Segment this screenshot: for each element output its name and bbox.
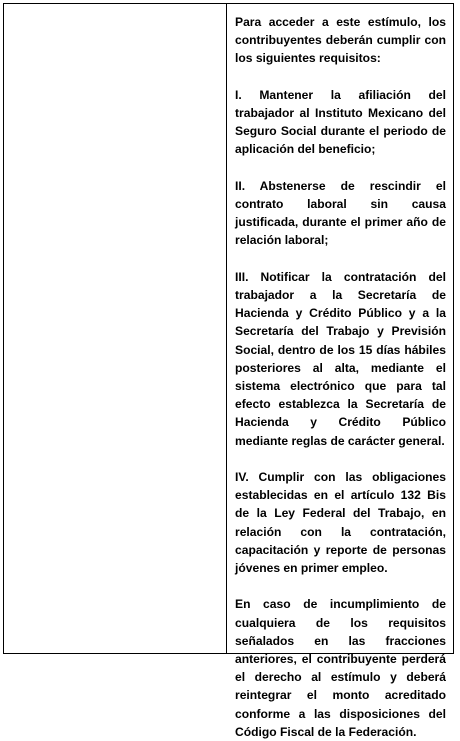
right-column-cell	[227, 4, 453, 739]
comparison-table	[3, 3, 454, 739]
paragraph-requirement-iii: III. Notificar la contratación del trabajador a la Secretaría de Hacienda y Crédito Público y a la Secretaría del Trabajo y Previsión Social, dentro de los 15 días hábiles posteriores al alta, mediante el sistema electrónico que para tal efecto establezca la Secretaría de Hacienda y Crédito Público mediante reglas de carácter general.	[235, 269, 446, 448]
left-column-cell	[4, 4, 227, 653]
paragraph-intro: Para acceder a este estímulo, los contribuyentes deberán cumplir con los siguientes requisitos:	[235, 15, 446, 66]
paragraph-noncompliance: En caso de incumplimiento de cualquiera de los requisitos señalados en las fracciones anteriores, el contribuyente perderá el derecho al estímulo y deberá reintegrar el monto acreditado conforme a las disposiciones del Código Fiscal de la Federación.	[235, 597, 446, 739]
paragraph-requirement-ii: II. Abstenerse de rescindir el contrato laboral sin causa justificada, durante el primer año de relación laboral;	[235, 178, 446, 248]
paragraph-requirement-i: I. Mantener la afiliación del trabajador al Instituto Mexicano del Seguro Social durante el periodo de aplicación del beneficio;	[235, 87, 446, 157]
paragraph-requirement-iv: IV. Cumplir con las obligaciones establecidas en el artículo 132 Bis de la Ley Federal del Trabajo, en relación con la contratación, capacitación y reporte de personas jóvenes en primer empleo.	[235, 470, 446, 576]
